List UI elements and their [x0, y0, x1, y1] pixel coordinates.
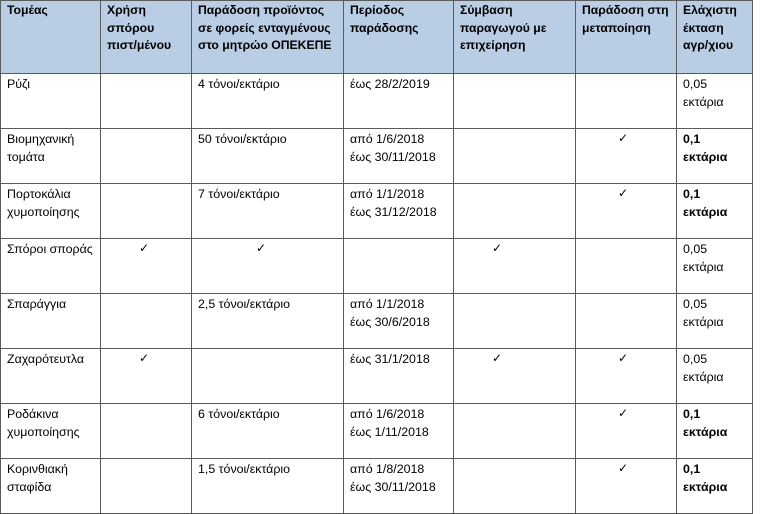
cell-certified-seed: [101, 239, 192, 294]
cell-contract: [454, 74, 576, 129]
cell-period: [344, 349, 454, 404]
cell-delivery-text: 1,5 τόνοι/εκτάριο: [198, 462, 291, 476]
checkmark-icon: ✓: [492, 351, 503, 365]
cell-sector: [1, 459, 101, 514]
cell-period: [344, 184, 454, 239]
cell-min-area: [677, 459, 753, 514]
cell-processing: [576, 239, 677, 294]
cell-sector: [1, 294, 101, 349]
cell-min-area: [677, 349, 753, 404]
cell-sector-text: Ζαχαρότευτλα: [7, 352, 85, 366]
cell-sector-text: Βιομηχανική τομάτα: [7, 132, 75, 164]
table-row: [1, 129, 753, 184]
cell-min-area: [677, 404, 753, 459]
table-row: [1, 349, 753, 404]
cell-delivery: [192, 459, 344, 514]
header-processing: Παράδοση στη μεταποίηση: [576, 1, 677, 74]
cell-contract: [454, 294, 576, 349]
cell-min-area-text: 0,05 εκτάρια: [683, 77, 724, 109]
cell-contract: [454, 184, 576, 239]
cell-min-area-text: 0,05 εκτάρια: [683, 352, 724, 384]
cell-min-area: [677, 294, 753, 349]
cell-certified-seed: [101, 349, 192, 404]
cell-processing: [576, 294, 677, 349]
checkmark-icon: ✓: [139, 241, 150, 255]
cell-period: [344, 459, 454, 514]
cell-delivery-text: 2,5 τόνοι/εκτάριο: [198, 297, 291, 311]
cell-processing: [576, 129, 677, 184]
cell-delivery: [192, 74, 344, 129]
cell-period-text: από 1/6/2018 έως 30/11/2018: [350, 132, 436, 164]
cell-processing: [576, 74, 677, 129]
cell-delivery-text: 7 τόνοι/εκτάριο: [198, 187, 280, 201]
cell-min-area-text: 0,1 εκτάρια: [683, 132, 728, 164]
cell-contract: [454, 459, 576, 514]
checkmark-icon: ✓: [618, 131, 629, 145]
cell-min-area-text: 0,05 εκτάρια: [683, 242, 724, 274]
cell-delivery-text: 4 τόνοι/εκτάριο: [198, 77, 280, 91]
cell-contract: [454, 404, 576, 459]
cell-period-text: από 1/6/2018 έως 1/11/2018: [350, 407, 429, 439]
cell-sector-text: Κορινθιακή σταφίδα: [7, 462, 68, 494]
cell-period-text: από 1/8/2018 έως 30/11/2018: [350, 462, 436, 494]
cell-sector-text: Σπαράγγια: [7, 297, 67, 311]
cell-processing: [576, 184, 677, 239]
cell-sector: [1, 404, 101, 459]
cell-period: [344, 294, 454, 349]
cell-sector-text: Σπόροι σποράς: [7, 242, 93, 256]
table-row: [1, 459, 753, 514]
cell-certified-seed: [101, 184, 192, 239]
cell-min-area: [677, 74, 753, 129]
cell-min-area: [677, 239, 753, 294]
header-min-area: Ελάχιστη έκταση αγρ/χιου: [677, 1, 753, 74]
cell-period: [344, 239, 454, 294]
cell-processing: [576, 459, 677, 514]
cell-period: [344, 404, 454, 459]
cell-min-area-text: 0,1 εκτάρια: [683, 407, 728, 439]
header-period: Περίοδος παράδοσης: [344, 1, 454, 74]
cell-period-text: έως 31/1/2018: [350, 352, 430, 366]
table-body: [1, 74, 753, 514]
cell-certified-seed: [101, 294, 192, 349]
cell-period-text: από 1/1/2018 έως 31/12/2018: [350, 187, 437, 219]
header-delivery: Παράδοση προϊόντος σε φορείς ενταγμένους στο μητρώο ΟΠΕΚΕΠΕ: [192, 1, 344, 74]
cell-contract: [454, 349, 576, 404]
cell-certified-seed: [101, 74, 192, 129]
cell-delivery-text: 50 τόνοι/εκτάριο: [198, 132, 287, 146]
cell-sector: [1, 129, 101, 184]
cell-contract: [454, 129, 576, 184]
table-row: [1, 404, 753, 459]
table-row: [1, 294, 753, 349]
checkmark-icon: ✓: [618, 186, 629, 200]
cell-delivery: [192, 184, 344, 239]
table-row: [1, 74, 753, 129]
cell-delivery-text: 6 τόνοι/εκτάριο: [198, 407, 280, 421]
table-row: [1, 239, 753, 294]
cell-certified-seed: [101, 404, 192, 459]
checkmark-icon: ✓: [492, 241, 503, 255]
header-sector: Τομέας: [1, 1, 101, 74]
checkmark-icon: ✓: [139, 351, 150, 365]
cell-delivery: [192, 404, 344, 459]
cell-sector: [1, 184, 101, 239]
cell-delivery: [192, 239, 344, 294]
cell-sector: [1, 239, 101, 294]
cell-min-area-text: 0,1 εκτάρια: [683, 462, 728, 494]
cell-delivery: [192, 294, 344, 349]
cell-period: [344, 74, 454, 129]
table-header-row: [1, 1, 753, 74]
checkmark-icon: ✓: [618, 351, 629, 365]
checkmark-icon: ✓: [618, 461, 629, 475]
cell-delivery: [192, 349, 344, 404]
header-certified-seed: Χρήση σπόρου πιστ/μένου: [101, 1, 192, 74]
table-row: [1, 184, 753, 239]
cell-min-area: [677, 184, 753, 239]
cell-sector-text: Ρύζι: [7, 77, 31, 91]
cell-period: [344, 129, 454, 184]
cell-certified-seed: [101, 459, 192, 514]
cell-sector: [1, 349, 101, 404]
cell-processing: [576, 349, 677, 404]
cell-min-area-text: 0,1 εκτάρια: [683, 187, 728, 219]
checkmark-icon: ✓: [618, 406, 629, 420]
cell-sector: [1, 74, 101, 129]
cell-sector-text: Πορτοκάλια χυμοποίησης: [7, 187, 80, 219]
cell-certified-seed: [101, 129, 192, 184]
cell-period-text: από 1/1/2018 έως 30/6/2018: [350, 297, 430, 329]
header-contract: Σύμβαση παραγωγού με επιχείρηση: [454, 1, 576, 74]
cell-delivery: [192, 129, 344, 184]
cell-min-area-text: 0,05 εκτάρια: [683, 297, 724, 329]
cell-contract: [454, 239, 576, 294]
cell-period-text: έως 28/2/2019: [350, 77, 430, 91]
cell-sector-text: Ροδάκινα χυμοποίησης: [7, 407, 80, 439]
cell-min-area: [677, 129, 753, 184]
cell-processing: [576, 404, 677, 459]
checkmark-icon: ✓: [256, 241, 267, 255]
